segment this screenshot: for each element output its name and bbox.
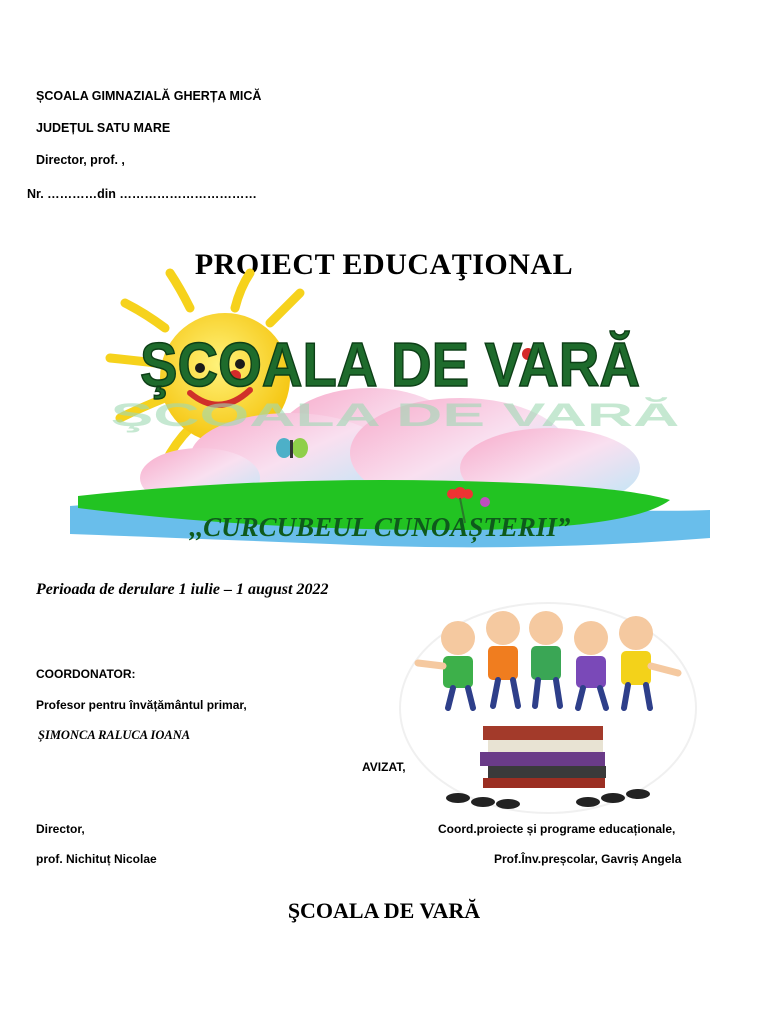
footer-title: ŞCOALA DE VARĂ <box>287 898 481 923</box>
banner-headline: ŞCOALA DE VARĂ <box>140 331 640 400</box>
director-line: Director, prof. , <box>36 153 125 167</box>
coordinator-role: Profesor pentru învățământul primar, <box>36 698 247 712</box>
coordinator-name: ȘIMONCA RALUCA IOANA <box>38 728 191 742</box>
books-icon <box>480 726 606 788</box>
approval-label: AVIZAT, <box>362 760 406 774</box>
director-name: prof. Nichituț Nicolae <box>36 852 157 866</box>
butterfly-icon <box>276 438 308 458</box>
school-name: ȘCOALA GIMNAZIALĂ GHERȚA MICĂ <box>36 89 262 103</box>
coordinator-label: COORDONATOR: <box>36 667 136 681</box>
director-title: Director, <box>36 822 85 836</box>
registration-line: Nr. …………din …………………………… <box>27 187 257 201</box>
headline-reflection: ŞCOALA DE VARĂ <box>110 396 680 433</box>
project-period: Perioada de derulare 1 iulie – 1 august 2022 <box>36 581 329 598</box>
children-books-illustration <box>388 598 698 838</box>
summer-school-banner <box>70 268 710 558</box>
coordinator-programs-name: Prof.Înv.preșcolar, Gavriș Angela <box>494 852 682 866</box>
banner-subtitle: ,,CURCUBEUL CUNOAȘTERII” <box>189 512 571 542</box>
county-name: JUDEȚUL SATU MARE <box>36 121 171 135</box>
coordinator-programs-title: Coord.proiecte și programe educaționale, <box>438 822 676 836</box>
document-title: PROIECT EDUCAŢIONAL <box>194 248 574 281</box>
